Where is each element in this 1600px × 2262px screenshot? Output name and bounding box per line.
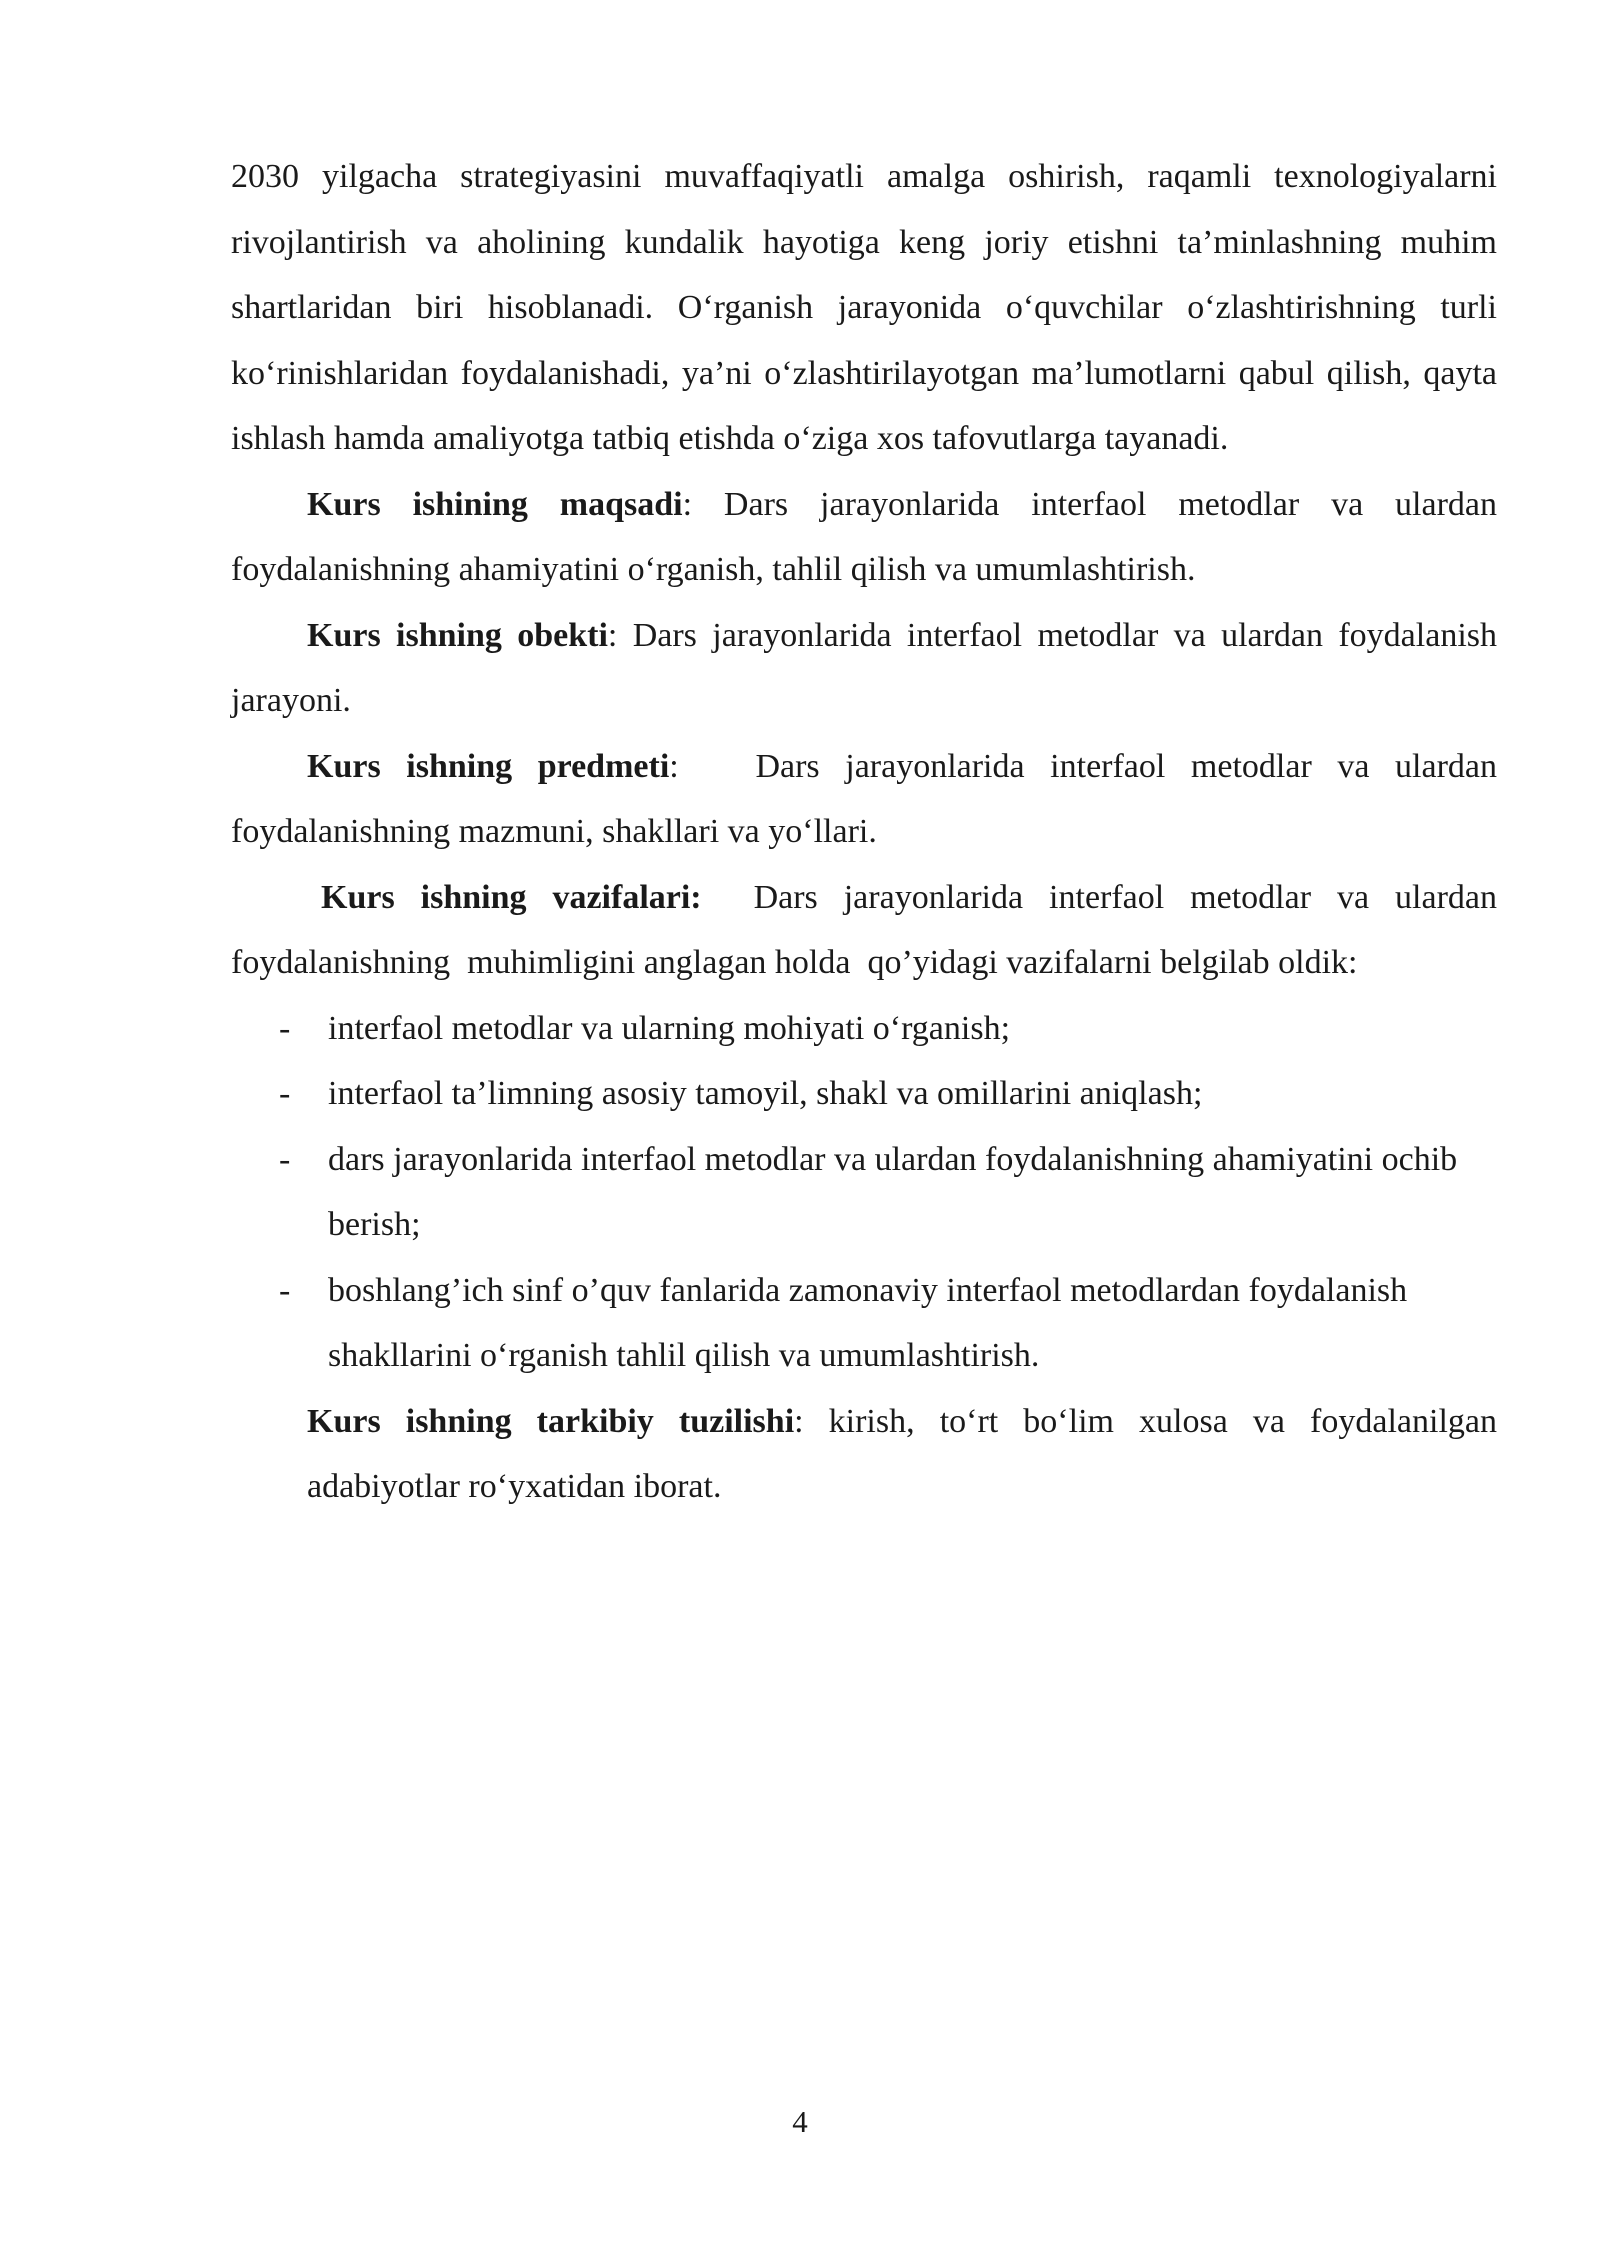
tasks-label: Kurs ishning vazifalari:	[321, 878, 702, 916]
goal-text: : Dars jarayonlarida interfaol metodlar va ulardan foydalanishning ahamiyatini o‘rganish, tahlil qilish va umumlashtirish.	[231, 485, 1498, 588]
page-number: 4	[792, 2104, 808, 2139]
structure-label: Kurs ishning tarkibiy tuzilishi	[307, 1402, 795, 1440]
object-label: Kurs ishning obekti	[307, 616, 608, 654]
object-text: : Dars jarayonlarida interfaol metodlar va ulardan foydalanish jarayoni.	[231, 616, 1497, 719]
list-marker: -	[279, 1009, 291, 1047]
document-page	[231, 144, 1506, 1520]
list-marker: -	[279, 1271, 291, 1309]
object-paragraph	[231, 603, 1497, 734]
list-marker: -	[279, 1140, 291, 1178]
structure-paragraph	[231, 1389, 1497, 1520]
tasks-list	[231, 996, 1497, 1389]
tasks-paragraph	[231, 865, 1506, 996]
list-item	[231, 1061, 1497, 1127]
list-item	[231, 1127, 1497, 1258]
list-item-text: dars jarayonlarida interfaol metodlar va ulardan foydalanishning ahamiyatini ochib berish;	[328, 1140, 1458, 1243]
list-item-text: boshlang’ich sinf o’quv fanlarida zamonaviy interfaol metodlardan foydalanish shakllarini o‘rganish tahlil qilish va umumlashtirish.	[328, 1271, 1408, 1374]
intro-paragraph: 2030 yilgacha strategiyasini muvaffaqiyatli amalga oshirish, raqamli texnologiyalarni rivojlantirish va aholining kundalik hayotiga keng joriy etishni ta’minlashning muhim shartlaridan biri hisoblanadi. O‘rganish jarayonida o‘quvchilar o‘zlashtirishning turli ko‘rinishlaridan foydalanishadi, ya’ni o‘zlashtirilayotgan ma’lumotlarni qabul qilish, qayta ishlash hamda amaliyotga tatbiq etishda o‘ziga xos tafovutlarga tayanadi.	[231, 158, 1497, 457]
tasks-text: Dars jarayonlarida interfaol metodlar va ulardan foydalanishning muhimligini anglagan holda qo’yidagi vazifalarni belgilab oldik:	[231, 878, 1506, 981]
goal-paragraph	[231, 472, 1497, 603]
subject-paragraph	[231, 734, 1506, 865]
list-item	[231, 996, 1497, 1062]
subject-text: : Dars jarayonlarida interfaol metodlar va ulardan foydalanishning mazmuni, shakllari va yo‘llari.	[231, 747, 1506, 850]
list-item-text: interfaol ta’limning asosiy tamoyil, shakl va omillarini aniqlash;	[328, 1075, 1203, 1112]
subject-label: Kurs ishning predmeti	[307, 747, 670, 785]
list-item	[231, 1258, 1497, 1389]
list-marker: -	[279, 1075, 291, 1112]
structure-text: : kirish, to‘rt bo‘lim xulosa va foydalanilgan adabiyotlar ro‘yxatidan iborat.	[307, 1402, 1497, 1505]
goal-label: Kurs ishining maqsadi	[307, 485, 683, 523]
list-item-text: interfaol metodlar va ularning mohiyati o‘rganish;	[328, 1009, 1011, 1047]
